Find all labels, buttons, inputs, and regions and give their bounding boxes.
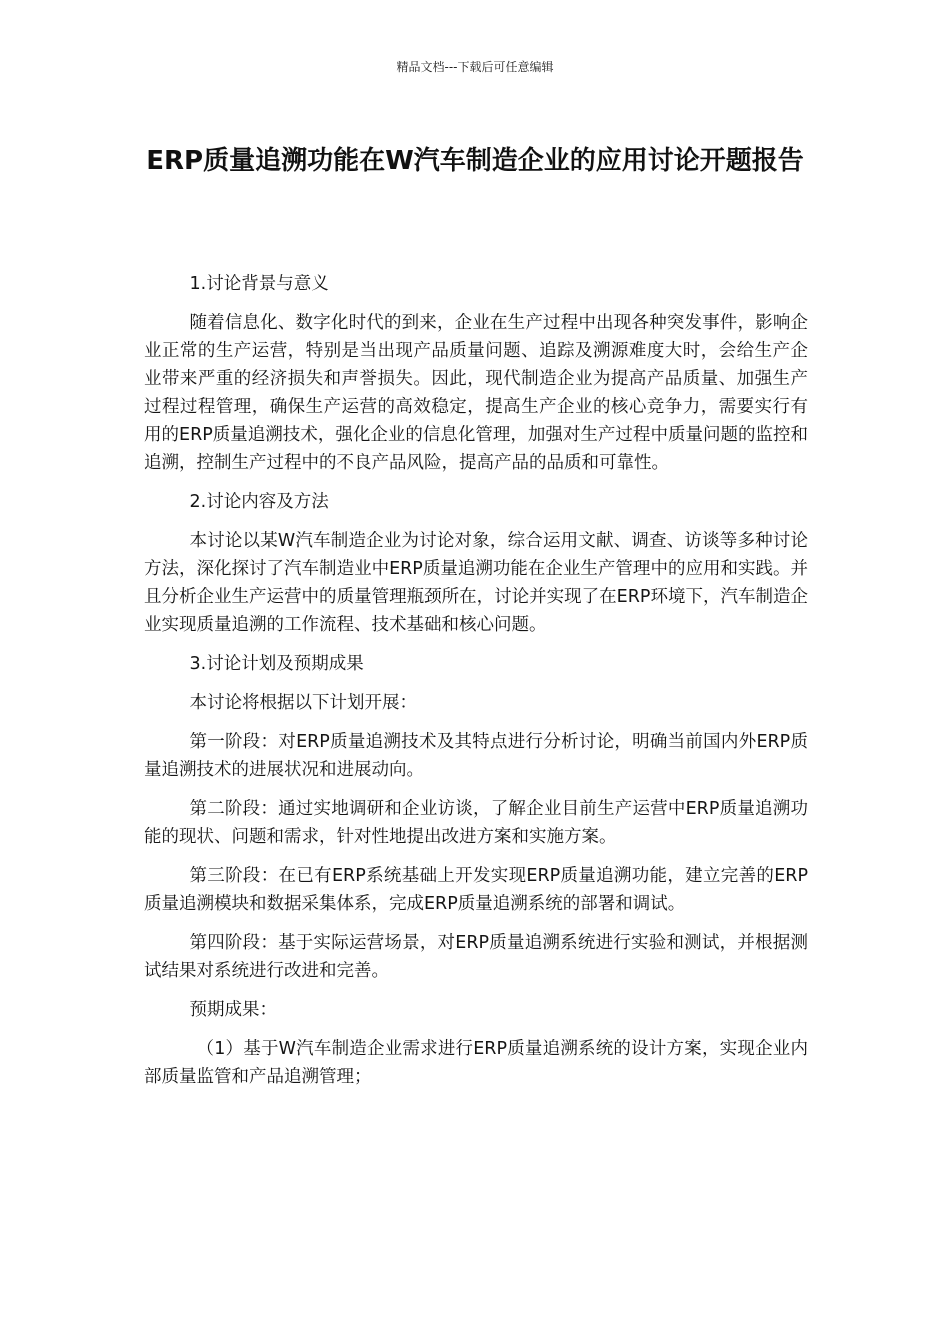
paragraph-phase-4: 第四阶段：基于实际运营场景，对ERP质量追溯系统进行实验和测试，并根据测试结果对系统进行改进和完善。	[144, 933, 808, 981]
paragraph: 随着信息化、数字化时代的到来，企业在生产过程中出现各种突发事件，影响企业正常的生产运营，特别是当出现产品质量问题、追踪及溯源难度大时，会给生产企业带来严重的经济损失和声誉损失。因此，现代制造企业为提高产品质量、加强生产过程过程管理，确保生产运营的高效稳定，提高生产企业的核心竞争力，需要实行有用的ERP质量追溯技术，强化企业的信息化管理，加强对生产过程中质量问题的监控和追溯，控制生产过程中的不良产品风险，提高产品的品质和可靠性。	[144, 313, 808, 473]
section-heading: 2.讨论内容及方法	[189, 492, 329, 512]
paragraph: 本讨论将根据以下计划开展：	[189, 693, 417, 713]
paragraph-phase-1: 第一阶段：对ERP质量追溯技术及其特点进行分析讨论，明确当前国内外ERP质量追溯技术的进展状况和进展动向。	[144, 732, 808, 780]
paragraph-expected-results: 预期成果：	[189, 1000, 277, 1020]
paragraph-phase-3: 第三阶段：在已有ERP系统基础上开发实现ERP质量追溯功能，建立完善的ERP质量追溯模块和数据采集体系，完成ERP质量追溯系统的部署和调试。	[144, 866, 808, 914]
list-item: （1）基于W汽车制造企业需求进行ERP质量追溯系统的设计方案，实现企业内部质量监管和产品追溯管理；	[144, 1039, 808, 1087]
paragraph: 本讨论以某W汽车制造企业为讨论对象，综合运用文献、调查、访谈等多种讨论方法，深化探讨了汽车制造业中ERP质量追溯功能在企业生产管理中的应用和实践。并且分析企业生产运营中的质量管理瓶颈所在，讨论并实现了在ERP环境下，汽车制造企业实现质量追溯的工作流程、技术基础和核心问题。	[144, 531, 808, 635]
paragraph-phase-2: 第二阶段：通过实地调研和企业访谈，了解企业目前生产运营中ERP质量追溯功能的现状、问题和需求，针对性地提出改进方案和实施方案。	[144, 799, 808, 847]
document-title: ERP质量追溯功能在W汽车制造企业的应用讨论开题报告	[146, 146, 804, 176]
section-heading: 3.讨论计划及预期成果	[189, 654, 364, 674]
section-heading: 1.讨论背景与意义	[189, 274, 329, 294]
document-body	[144, 270, 808, 1102]
header-note: 精品文档---下载后可任意编辑	[396, 60, 554, 74]
